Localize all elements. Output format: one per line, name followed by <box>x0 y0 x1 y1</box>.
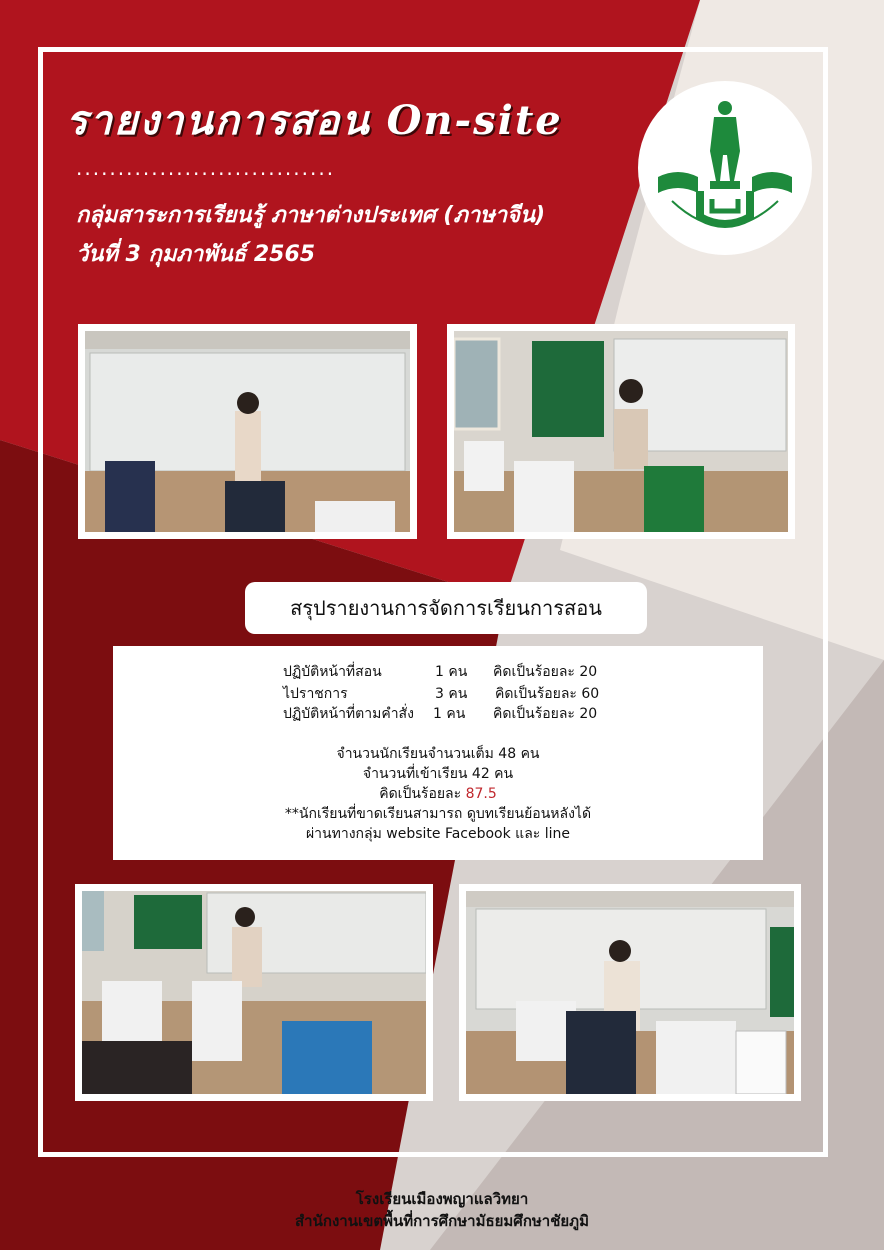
school-name: โรงเรียนเมืองพญาแลวิทยา <box>355 1190 529 1208</box>
dotted-divider: ............................... <box>76 156 336 180</box>
summary-heading: สรุปรายงานการจัดการเรียนการสอน <box>245 582 647 634</box>
absence-note: **นักเรียนที่ขาดเรียนสามารถ ดูบทเรียนย้อนหลังได้ <box>284 806 592 822</box>
row-count: 1 คน <box>435 664 468 680</box>
page-title: รายงานการสอน On-site <box>66 97 563 144</box>
row-label: ปฏิบัติหน้าที่ตามคำสั่ง <box>283 706 414 722</box>
class-photo-2 <box>447 324 795 539</box>
school-logo <box>638 81 812 255</box>
attended-students: จำนวนที่เข้าเรียน 42 คน <box>362 766 514 782</box>
class-photo-4 <box>459 884 801 1101</box>
subject-group: กลุ่มสาระการเรียนรู้ ภาษาต่างประเทศ (ภาษาจีน) <box>76 203 546 228</box>
classroom-photo <box>454 331 788 532</box>
attendance-percent <box>113 784 763 804</box>
class-photo-3 <box>75 884 433 1101</box>
channel-note: ผ่านทางกลุ่ม website Facebook และ line <box>305 826 571 842</box>
row-count: 1 คน <box>433 706 466 722</box>
row-percent: คิดเป็นร้อยละ 60 <box>495 686 600 702</box>
summary-panel <box>113 646 763 860</box>
row-percent: คิดเป็นร้อยละ 20 <box>493 664 598 680</box>
classroom-photo <box>85 331 410 532</box>
percent-prefix: คิดเป็นร้อยละ <box>379 786 466 802</box>
row-label: ไปราชการ <box>283 686 348 702</box>
class-photo-1 <box>78 324 417 539</box>
percent-value: 87.5 <box>465 786 497 802</box>
row-label: ปฏิบัติหน้าที่สอน <box>283 664 382 680</box>
classroom-photo <box>82 891 426 1094</box>
education-office: สำนักงานเขตพื้นที่การศึกษามัธยมศึกษาชัยภูมิ <box>295 1212 589 1230</box>
classroom-photo <box>466 891 794 1094</box>
row-percent: คิดเป็นร้อยละ 20 <box>493 706 598 722</box>
row-count: 3 คน <box>435 686 468 702</box>
report-date: วันที่ 3 กุมภาพันธ์ 2565 <box>76 242 316 267</box>
school-emblem-icon <box>638 81 812 255</box>
total-students: จำนวนนักเรียนจำนวนเต็ม 48 คน <box>336 746 540 762</box>
